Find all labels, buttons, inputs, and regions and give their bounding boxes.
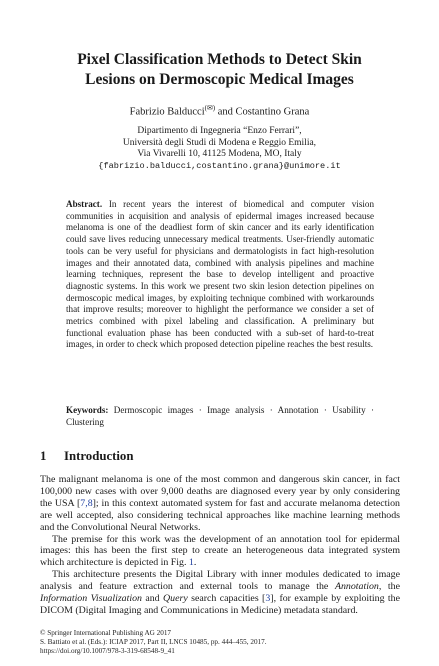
section-title: Introduction	[64, 449, 134, 463]
paragraph	[40, 569, 400, 617]
affiliation	[40, 126, 399, 172]
affiliation-line-3: Via Vivarelli 10, 41125 Modena, MO, Italy	[137, 149, 302, 160]
copyright-line: © Springer International Publishing AG 2017	[40, 629, 172, 637]
author-list	[40, 104, 399, 118]
citation-link[interactable]: 7,8	[80, 497, 93, 509]
section-heading	[40, 449, 133, 464]
keywords	[66, 404, 374, 428]
text-run: .	[193, 557, 197, 569]
text-run: The malignant melanoma is one of the most common and dangerous skin cancer, in fact 100,000 new cases with over 9,000 deaths are diagnosed every year by only considering the USA [	[40, 474, 400, 509]
text-run: ], for example by exploiting the DICOM (Digital Imaging and Communications in Medicine) metadata standard.	[40, 593, 400, 616]
title-line-2: Lesions on Dermoscopic Medical Images	[85, 71, 354, 88]
figure-link[interactable]: 1	[188, 557, 194, 569]
section-number: 1	[40, 449, 47, 463]
introduction-body	[40, 474, 400, 617]
affiliation-line-2: Università degli Studi di Modena e Reggio Emilia,	[122, 137, 317, 148]
paragraph	[40, 474, 400, 534]
text-run: This architecture presents the Digital Library with inner modules dedicated to image analysis and feature extraction and external tools to manage the	[40, 569, 400, 593]
text-run: and	[141, 593, 164, 605]
author-emails[interactable]: {fabrizio.balducci,costantino.grana}@unimore.it	[98, 160, 341, 171]
paper-title	[40, 50, 399, 90]
copyright-footnote	[40, 629, 400, 656]
affiliation-line-1: Dipartimento di Ingegneria “Enzo Ferrari”,	[137, 126, 302, 136]
text-run: search capacities [	[187, 593, 266, 605]
keywords-label: Keywords:	[66, 405, 109, 415]
text-run: The premise for this work was the development of an annotation tool for epidermal images: this has been the first step to create an heterogeneous data integrated system which architecture is depicted in Fig.	[40, 533, 400, 569]
keywords-text: Dermoscopic images · Image analysis · Annotation · Usability · Clustering	[66, 405, 374, 427]
italic-term: Information Visualization	[40, 593, 142, 605]
doi-link[interactable]: https://doi.org/10.1007/978-3-319-68548-9_41	[40, 647, 175, 655]
abstract-label: Abstract.	[66, 199, 103, 209]
text-run: ]; in this context automated system for fast and accurate melanoma detection are well accepted, also considering technical approaches like machine learning methods and the Convolutional Neural Networks.	[40, 497, 400, 533]
text-run: , the	[378, 581, 400, 593]
italic-term: Query	[163, 593, 188, 605]
title-line-1: Pixel Classification Methods to Detect Skin	[77, 51, 362, 68]
corresponding-author-icon: (✉)	[204, 104, 216, 112]
citation-line: S. Battiato et al. (Eds.): ICIAP 2017, Part II, LNCS 10485, pp. 444–455, 2017.	[40, 638, 267, 646]
author-rest: and Costantino Grana	[215, 106, 310, 118]
paragraph	[40, 534, 400, 570]
abstract	[66, 199, 374, 351]
citation-link[interactable]: 3	[265, 593, 271, 605]
author-first[interactable]: Fabrizio Balducci	[129, 106, 205, 118]
abstract-text: In recent years the interest of biomedical and computer vision communities in acquisition and analysis of epidermal images increased because melanoma is one of the deadliest form of skin cancer and its early identification could save lives reducing unnecessary medical treatments. User-friendly automatic tools can be very useful for physicians and dermatologists in fact high-resolution images and their annotated data, combined with analysis pipelines and machine learning techniques, represent the base to develop intelligent and proactive diagnostic systems. In this work we present two skin lesion detection pipelines on dermoscopic medical images, by exploiting technique combined with workarounds that improve results; moreover to highlight the performance we consider a set of metrics combined with pixel labeling and classification. A preliminary but functional evaluation phase has been conducted with a sub-set of hard-to-treat images, in order to check which proposed detection pipeline reaches the best results.	[66, 199, 374, 350]
italic-term: Annotation	[334, 581, 379, 593]
